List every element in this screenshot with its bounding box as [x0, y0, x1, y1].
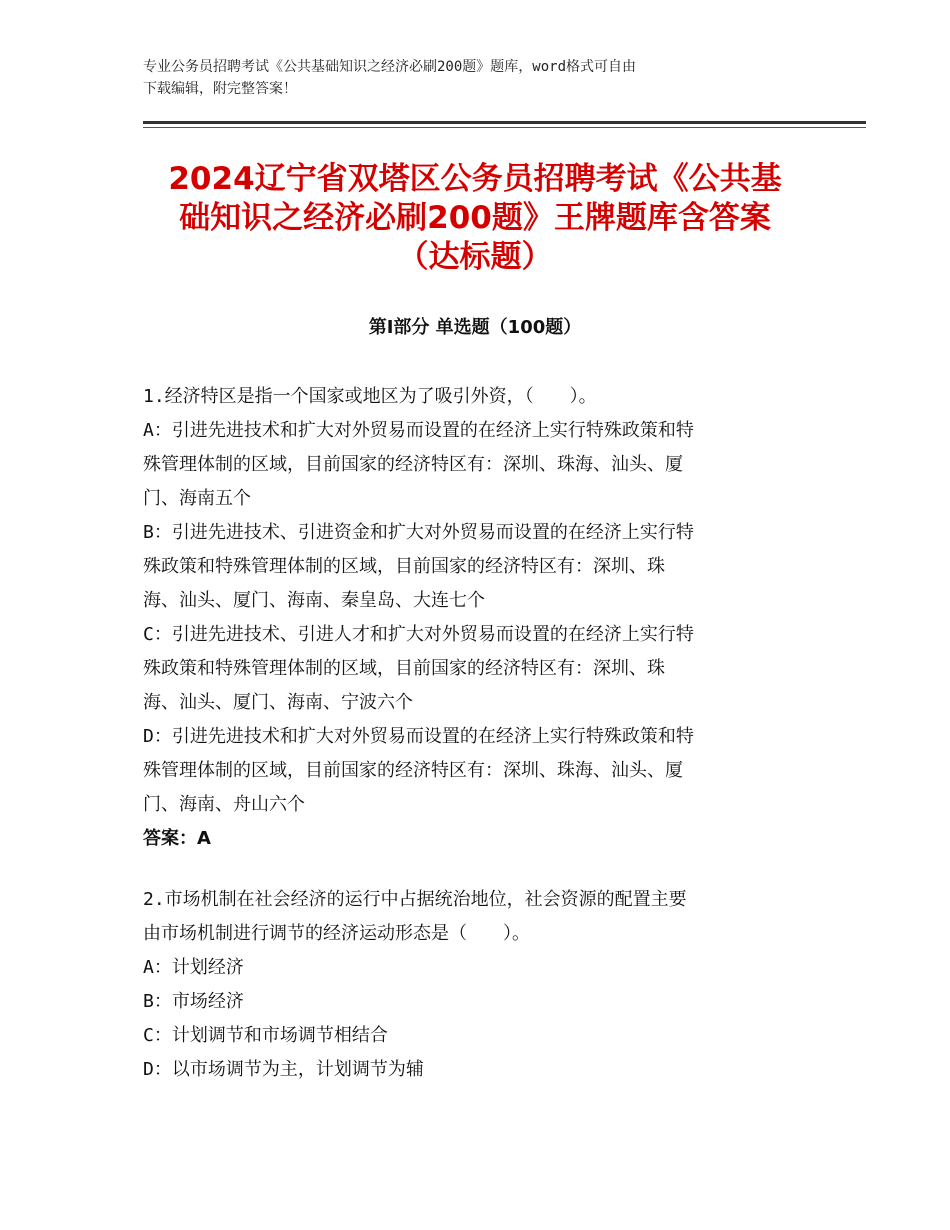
option-text: 殊管理体制的区域，目前国家的经济特区有：深圳、珠海、汕头、厦: [143, 760, 683, 781]
question-stem: 由市场机制进行调节的经济运动形态是（ ）。: [143, 923, 530, 944]
option-text: 海、汕头、厦门、海南、宁波六个: [143, 692, 413, 713]
document-title: [143, 160, 807, 277]
option-text: B：引进先进技术、引进资金和扩大对外贸易而设置的在经济上实行特: [143, 522, 694, 543]
option-text: A：计划经济: [143, 957, 244, 978]
option-d: [143, 1053, 813, 1087]
header-note-line: 下载编辑，附完整答案！: [143, 81, 297, 97]
header-divider-thin: [143, 127, 866, 128]
header-note-line: 专业公务员招聘考试《公共基础知识之经济必刷200题》题库，word格式可自由: [143, 59, 636, 75]
question-list: [143, 380, 813, 1114]
question-stem: 1.经济特区是指一个国家或地区为了吸引外资，（ ）。: [143, 386, 597, 407]
option-text: C：计划调节和市场调节相结合: [143, 1025, 388, 1046]
answer-label: 答案：A: [143, 828, 211, 849]
question-item: [143, 380, 813, 856]
question-item: [143, 883, 813, 1087]
document-title-line: 2024辽宁省双塔区公务员招聘考试《公共基: [168, 161, 782, 197]
header-note: [143, 56, 813, 100]
option-text: B：市场经济: [143, 991, 244, 1012]
document-title-line: 础知识之经济必刷200题》王牌题库含答案: [179, 200, 771, 236]
option-a: [143, 414, 813, 516]
section-title: 第Ⅰ部分 单选题（100题）: [368, 317, 582, 338]
option-text: 门、海南、舟山六个: [143, 794, 305, 815]
option-text: 海、汕头、厦门、海南、秦皇岛、大连七个: [143, 590, 485, 611]
option-b: [143, 516, 813, 618]
option-text: D：引进先进技术和扩大对外贸易而设置的在经济上实行特殊政策和特: [143, 726, 694, 747]
option-c: [143, 1019, 813, 1053]
option-d: [143, 720, 813, 822]
question-stem: 2.市场机制在社会经济的运行中占据统治地位，社会资源的配置主要: [143, 889, 687, 910]
option-text: A：引进先进技术和扩大对外贸易而设置的在经济上实行特殊政策和特: [143, 420, 694, 441]
header-divider: [143, 121, 866, 124]
option-b: [143, 985, 813, 1019]
option-text: 殊政策和特殊管理体制的区域，目前国家的经济特区有：深圳、珠: [143, 658, 665, 679]
option-text: 殊政策和特殊管理体制的区域，目前国家的经济特区有：深圳、珠: [143, 556, 665, 577]
option-text: D：以市场调节为主，计划调节为辅: [143, 1059, 424, 1080]
document-title-line: （达标题）: [397, 239, 553, 275]
option-text: 门、海南五个: [143, 488, 251, 509]
option-a: [143, 951, 813, 985]
option-text: C：引进先进技术、引进人才和扩大对外贸易而设置的在经济上实行特: [143, 624, 694, 645]
option-c: [143, 618, 813, 720]
option-text: 殊管理体制的区域，目前国家的经济特区有：深圳、珠海、汕头、厦: [143, 454, 683, 475]
